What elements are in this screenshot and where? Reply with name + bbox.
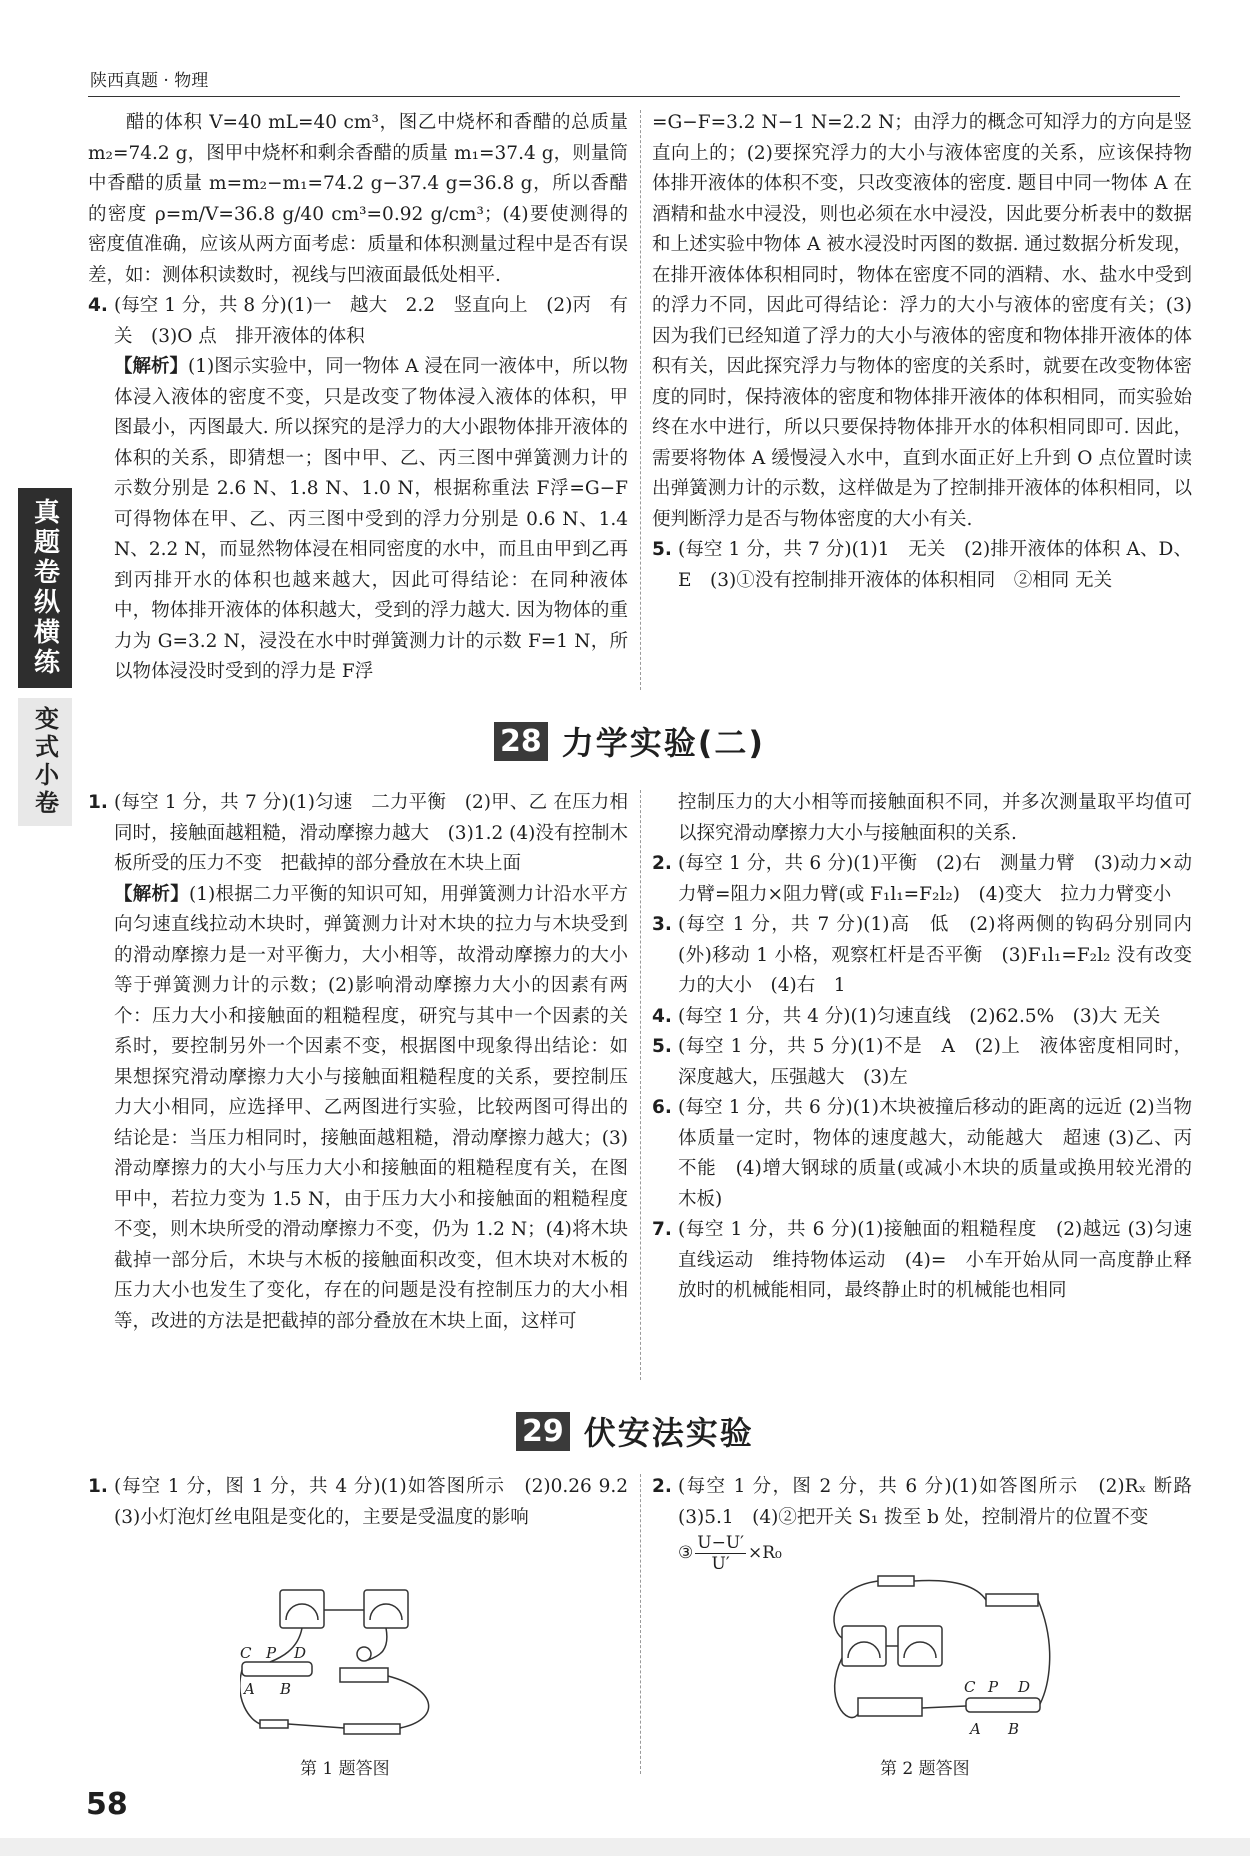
rheostat-shape bbox=[242, 1662, 312, 1676]
side-tab-zhentijuan: 真题卷纵横练 bbox=[18, 488, 72, 688]
wire bbox=[288, 1724, 344, 1728]
terminal-label: P bbox=[266, 1644, 277, 1662]
circuit-figure-2 bbox=[818, 1568, 1058, 1758]
bottom-band bbox=[0, 1838, 1250, 1856]
item-4-analysis bbox=[88, 352, 628, 688]
section-29-left-column bbox=[88, 1472, 647, 1533]
item-4-answer: (每空 1 分，共 8 分)(1)一 越大 2.2 竖直向上 (2)丙 有关 (3)O 点 排开液体的体积 bbox=[114, 295, 628, 347]
analysis-text: (1)图示实验中，同一物体 A 浸在同一液体中，所以物体浸入液体的密度不变，只是改变了物体浸入液体的体积，甲图最小，丙图最大. 所以探究的是浮力的大小跟物体排开液体的体积的关系，即猜想一；图中甲、乙、丙三图中弹簧测力计的示数分别是 2.6 N、1.8 N、1.0 N，根据称重法 F浮=G−F 可得物体在甲、乙、丙三图中受到的浮力分别是 0.6 N、1.4 N、2.2 N，而显然物体浸在相同密度的水中，而且由甲到乙再到丙排开水的体积也越来越大，因此可得结论：在同种液体中，物体排开液体的体积越大，受到的浮力越大. 因为物体的重力为 G=3.2 N，浸没在水中时弹簧测力计的示数 F=1 N，所以物体浸没时受到的浮力是 F浮 bbox=[114, 356, 628, 682]
item-number: 1. bbox=[88, 792, 108, 813]
resistor-base bbox=[858, 1698, 922, 1716]
switch-base bbox=[344, 1724, 400, 1734]
voltmeter-dial bbox=[370, 1604, 402, 1620]
rheostat-shape bbox=[966, 1698, 1040, 1712]
page-header-title: 陕西真题 · 物理 bbox=[90, 71, 209, 91]
buoyancy-analysis-continued: =G−F=3.2 N−1 N=2.2 N；由浮力的概念可知浮力的方向是竖直向上的；(2)要探究浮力的大小与液体密度的关系，应该保持物体排开液体的体积不变，只改变液体的密度. 题目中同一物体 A 在酒精和盐水中浸没，则也必须在水中浸没，因此要分析表中的数据和上述实验中物体 A 被水浸没时丙图的数据. 通过数据分析发现，在排开液体体积相同时，物体在密度不同的酒精、水、盐水中受到的浮力不同，因此可得结论：浮力的大小与液体的密度有关；(3)因为我们已经知道了浮力的大小与液体的密度和物体排开液体的体积有关，因此探究浮力与物体的密度的关系时，就要在改变物体密度的同时，保持液体的密度和物体排开液体的体积相同，而实验始终在水中进行，所以只要保持物体排开水的体积相同即可. 因此，需要将物体 A 缓慢浸入水中，直到水面正好上升到 O 点位置时读出弹簧测力计的示数，这样做是为了控制排开液体的体积相同，以便判断浮力是否与物体密度的大小有关. bbox=[652, 112, 1192, 530]
item-1-analysis-continued: 控制压力的大小相等而接触面积不同，并多次测量取平均值可以探究滑动摩擦力大小与接触面积的关系. bbox=[678, 792, 1192, 844]
ammeter-dial bbox=[848, 1642, 880, 1658]
vinegar-density-text: 醋的体积 V=40 mL=40 cm³，图乙中烧杯和香醋的总质量 m₂=74.2 g，图甲中烧杯和剩余香醋的质量 m₁=37.4 g，则量筒中香醋的质量 m=m₂−m₁=74.2 g−37.4 g=36.8 g，所以香醋的密度 ρ=m/V=36.8 g/40 cm³=0.92 g/cm³；(4)要使测得的密度值准确，应该从两方面考虑：质量和体积测量过程中是否有误差，如：测体积读数时，视线与凹液面最低处相平. bbox=[88, 112, 628, 286]
column-divider bbox=[640, 1474, 641, 1774]
item-1-answer: (每空 1 分，共 7 分)(1)匀速 二力平衡 (2)甲、乙 在压力相同时，接触面越粗糙，滑动摩擦力越大 (3)1.2 (4)没有控制木板所受的压力不变 把截掉的部分叠放在木块上面 bbox=[114, 792, 628, 874]
analysis-label: 【解析】 bbox=[114, 883, 190, 905]
section-29-heading bbox=[516, 1408, 754, 1454]
wire bbox=[835, 1658, 858, 1717]
item-number: 3. bbox=[652, 914, 672, 935]
wire bbox=[1038, 1600, 1050, 1704]
answer-item-7 bbox=[652, 1215, 1192, 1307]
terminal-label: C bbox=[964, 1678, 976, 1696]
voltmeter-shape bbox=[898, 1626, 942, 1666]
formula-prefix: ③ bbox=[678, 1543, 694, 1564]
voltmeter-shape bbox=[364, 1590, 408, 1628]
formula-fraction bbox=[695, 1533, 746, 1574]
item-answer: (每空 1 分，共 5 分)(1)不是 A (2)上 液体密度相同时，深度越大，压强越大 (3)左 bbox=[678, 1036, 1192, 1088]
top-right-column bbox=[652, 108, 1192, 596]
top-left-column bbox=[88, 108, 628, 688]
answer-item-4 bbox=[88, 291, 628, 352]
figure-2-caption: 第 2 题答图 bbox=[880, 1759, 970, 1779]
section-title: 伏安法实验 bbox=[583, 1414, 754, 1452]
section-28-left-column bbox=[88, 788, 628, 1337]
voltmeter-dial bbox=[904, 1642, 936, 1658]
terminal-label: A bbox=[970, 1720, 981, 1738]
column-divider bbox=[640, 790, 641, 1380]
circuit-figure-1 bbox=[240, 1580, 500, 1750]
formula-numerator: U−U′ bbox=[697, 1533, 745, 1553]
answer-item-1 bbox=[88, 1472, 647, 1533]
item-answer: (每空 1 分，共 4 分)(1)匀速直线 (2)62.5% (3)大 无关 bbox=[678, 1005, 1161, 1027]
item-number: 2. bbox=[652, 853, 672, 874]
terminal-label: D bbox=[1018, 1678, 1031, 1696]
terminal-label: C bbox=[240, 1644, 252, 1662]
item-number: 1. bbox=[88, 1476, 108, 1497]
analysis-label: 【解析】 bbox=[114, 356, 189, 377]
section-number-badge: 28 bbox=[494, 722, 548, 761]
item-number: 6. bbox=[652, 1097, 672, 1118]
terminal-label: D bbox=[294, 1644, 307, 1662]
answer-item-1 bbox=[88, 788, 628, 880]
item-number: 2. bbox=[652, 1476, 672, 1497]
section-28-heading bbox=[494, 718, 765, 764]
side-tab-bianshi: 变式小卷 bbox=[18, 698, 72, 826]
answer-item-4 bbox=[652, 1002, 1192, 1033]
ammeter-dial bbox=[286, 1604, 318, 1620]
wire bbox=[388, 1676, 429, 1728]
section-29-right-column bbox=[652, 1472, 1192, 1574]
section-number-badge: 29 bbox=[516, 1412, 570, 1451]
item-5-answer: (每空 1 分，共 7 分)(1)1 无关 (2)排开液体的体积 A、D、E (3)①没有控制排开液体的体积相同 ②相同 无关 bbox=[678, 539, 1192, 591]
answer-item-3 bbox=[652, 910, 1192, 1002]
analysis-text: (1)根据二力平衡的知识可知，用弹簧测力计沿水平方向匀速直线拉动木块时，弹簧测力计对木块的拉力与木块受到的滑动摩擦力是一对平衡力，大小相等，故滑动摩擦力的大小等于弹簧测力计的示数；(2)影响滑动摩擦力大小的因素有两个：压力大小和接触面的粗糙程度，研究与其中一个因素的关系时，要控制另外一个因素不变，根据图中现象得出结论：如果想探究滑动摩擦力大小与接触面粗糙程度的关系，要控制压力大小相同，应选择甲、乙两图进行实验，比较两图可得出的结论是：当压力相同时，接触面越粗糙，滑动摩擦力越大；(3)滑动摩擦力的大小与压力大小和接触面的粗糙程度有关，在图甲中，若拉力变为 1.5 N，由于压力大小和接触面的粗糙程度不变，则木块所受的滑动摩擦力不变，仍为 1.2 N；(4)将木块截掉一部分后，木块与木板的接触面积改变，但木块对木板的压力大小也发生了变化，存在的问题是没有控制压力的大小相等，改进的方法是把截掉的部分叠放在木块上面，这样可 bbox=[114, 883, 628, 1332]
terminal-label: A bbox=[244, 1680, 255, 1698]
answer-item-5 bbox=[652, 535, 1192, 596]
header-rule bbox=[88, 96, 1180, 97]
figure-1-caption: 第 1 题答图 bbox=[300, 1759, 390, 1779]
wire bbox=[922, 1706, 966, 1708]
item-number: 5. bbox=[652, 1036, 672, 1057]
formula-denominator: U′ bbox=[711, 1554, 730, 1574]
terminal-label: B bbox=[280, 1680, 292, 1698]
item-number: 4. bbox=[88, 295, 108, 316]
item-number: 7. bbox=[652, 1219, 672, 1240]
item-answer: (每空 1 分，共 7 分)(1)高 低 (2)将两侧的钩码分别同内(外)移动 1 小格，观察杠杆是否平衡 (3)F₁l₁=F₂l₂ 没有改变力的大小 (4)右 1 bbox=[678, 914, 1192, 996]
battery-shape bbox=[260, 1720, 288, 1728]
item-answer: (每空 1 分，共 6 分)(1)接触面的粗糙程度 (2)越远 (3)匀速直线运动 维持物体运动 (4)= 小车开始从同一高度静止释放时的机械能相同，最终静止时的机械能也相同 bbox=[678, 1219, 1192, 1301]
page-number: 58 bbox=[86, 1787, 128, 1822]
wire bbox=[914, 1580, 986, 1600]
item-1-analysis bbox=[88, 880, 628, 1338]
switch-base bbox=[986, 1594, 1038, 1606]
column-divider bbox=[640, 110, 641, 690]
answer-item-2 bbox=[652, 1472, 1192, 1533]
item-1-answer: (每空 1 分，图 1 分，共 4 分)(1)如答图所示 (2)0.26 9.2 (3)小灯泡灯丝电阻是变化的，主要是受温度的影响 bbox=[114, 1476, 647, 1528]
item-answer: (每空 1 分，共 6 分)(1)木块被撞后移动的距离的远近 (2)当物体质量一定时，物体的速度越大，动能越大 超速 (3)乙、丙 不能 (4)增大钢球的质量(或减小木块的质量或换用较光滑的木板) bbox=[678, 1097, 1211, 1210]
lamp-base bbox=[340, 1668, 388, 1682]
item-number: 4. bbox=[652, 1005, 672, 1027]
ammeter-shape bbox=[842, 1626, 886, 1666]
terminal-label: P bbox=[988, 1678, 999, 1696]
answer-item-2 bbox=[652, 849, 1192, 910]
section-title: 力学实验(二) bbox=[561, 724, 766, 762]
item-number: 5. bbox=[652, 539, 672, 560]
answer-item-5 bbox=[652, 1032, 1192, 1093]
ammeter-shape bbox=[280, 1590, 324, 1628]
item-answer: (每空 1 分，共 6 分)(1)平衡 (2)右 测量力臂 (3)动力×动力臂=阻力×阻力臂(或 F₁l₁=F₂l₂) (4)变大 拉力力臂变小 bbox=[678, 853, 1192, 905]
battery-shape bbox=[878, 1576, 914, 1586]
answer-item-6 bbox=[652, 1093, 1211, 1215]
wire bbox=[834, 1581, 878, 1638]
formula-suffix: ×R₀ bbox=[748, 1543, 782, 1564]
item-2-answer: (每空 1 分，图 2 分，共 6 分)(1)如答图所示 (2)Rₓ 断路 (3)5.1 (4)②把开关 S₁ 拨至 b 处，控制滑片的位置不变 bbox=[678, 1476, 1192, 1528]
terminal-label: B bbox=[1008, 1720, 1020, 1738]
section-28-right-column bbox=[652, 788, 1211, 1307]
